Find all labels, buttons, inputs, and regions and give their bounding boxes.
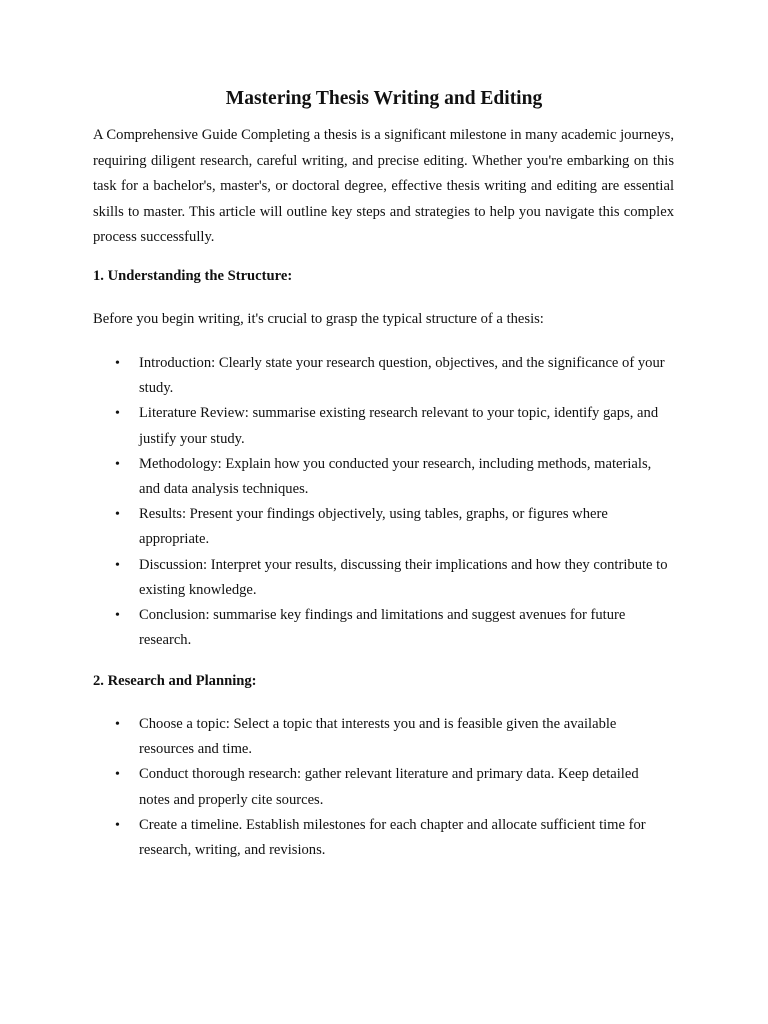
intro-paragraph: A Comprehensive Guide Completing a thesis is a significant milestone in many academic journeys, requiring diligent research, careful writing, and precise editing. Whether you're embarking on this task for a bachelor's, master's, or doctoral degree, effective thesis writing and editing are essential skills to master. This article will outline key steps and strategies to help you navigate this complex process successfully. — [93, 127, 674, 246]
list-item — [0, 351, 669, 401]
list-item — [0, 452, 669, 502]
list-item — [0, 401, 669, 451]
bullet-icon: • — [115, 507, 120, 523]
bullet-icon: • — [115, 557, 120, 573]
structure-list — [0, 351, 768, 653]
bullet-icon: • — [115, 767, 120, 783]
list-item — [0, 502, 669, 552]
list-item — [0, 712, 669, 762]
section-heading-research: 2. Research and Planning: — [93, 673, 257, 689]
list-item-text: Literature Review: summarise existing research relevant to your topic, identify gaps, and justify your study. — [139, 405, 659, 447]
list-item — [0, 553, 669, 603]
bullet-icon: • — [115, 608, 120, 624]
bullet-icon: • — [115, 406, 120, 422]
section-heading-structure: 1. Understanding the Structure: — [93, 268, 293, 284]
list-item-text: Discussion: Interpret your results, discussing their implications and how they contribute to existing knowledge. — [139, 556, 668, 598]
bullet-icon: • — [115, 456, 120, 472]
list-item-text: Results: Present your findings objectively, using tables, graphs, or figures where appropriate. — [139, 506, 608, 548]
bullet-icon: • — [115, 717, 120, 732]
bullet-icon: • — [115, 356, 120, 371]
structure-intro-paragraph: Before you begin writing, it's crucial to grasp the typical structure of a thesis: — [93, 311, 544, 327]
list-item-text: Introduction: Clearly state your research question, objectives, and the significance of your study. — [139, 355, 665, 397]
list-item-text: Conclusion: summarise key findings and limitations and suggest avenues for future research. — [139, 607, 626, 649]
list-item-text: Choose a topic: Select a topic that interests you and is feasible given the available resources and time. — [139, 716, 617, 758]
list-item-text: Methodology: Explain how you conducted your research, including methods, materials, and data analysis techniques. — [139, 455, 652, 498]
bullet-icon: • — [115, 817, 120, 833]
list-item-text: Create a timeline. Establish milestones for each chapter and allocate sufficient time for research, writing, and revisions. — [139, 816, 646, 859]
list-item — [0, 813, 669, 863]
document-title: Mastering Thesis Writing and Editing — [225, 88, 543, 109]
list-item-text: Conduct thorough research: gather relevant literature and primary data. Keep detailed notes and properly cite sources. — [139, 766, 639, 808]
research-list — [0, 712, 768, 863]
list-item — [0, 603, 669, 653]
list-item — [0, 762, 669, 812]
